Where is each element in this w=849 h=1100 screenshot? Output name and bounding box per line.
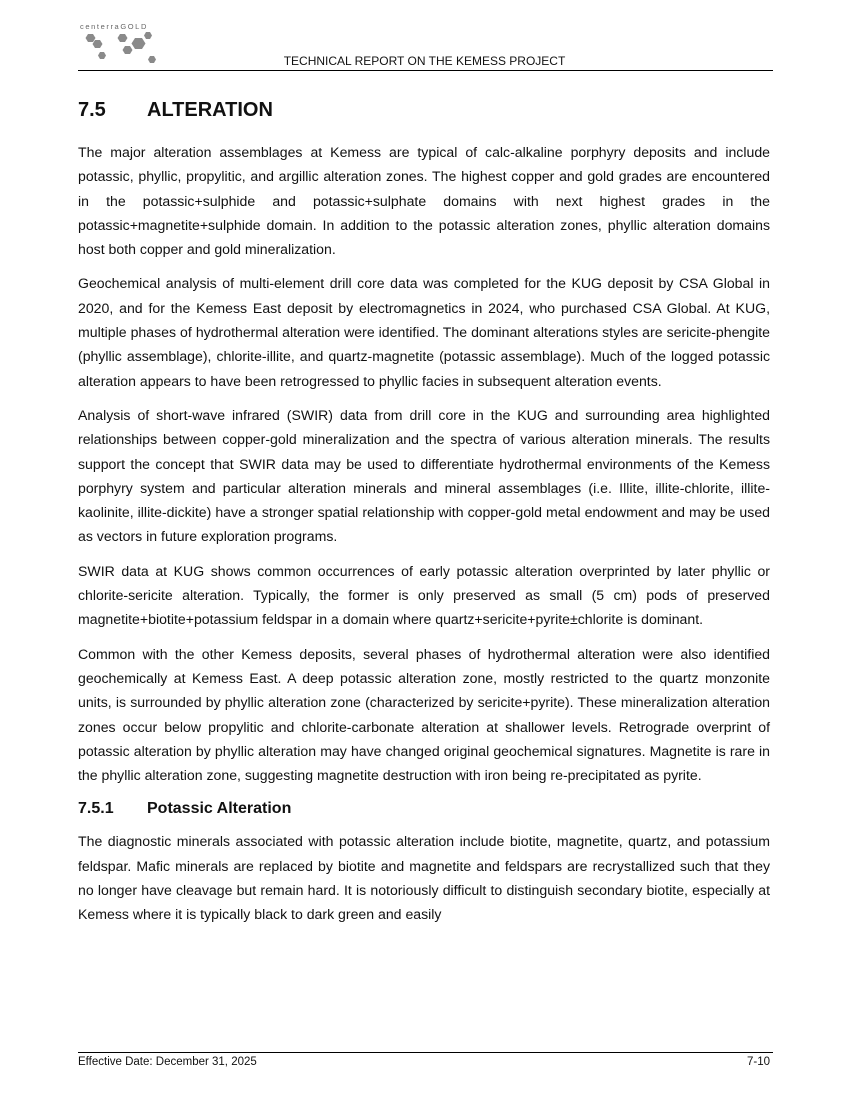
paragraph: Analysis of short-wave infrared (SWIR) data from drill core in the KUG and surrounding area highlighted relationships between copper-gold mineralization and the spectra of various alteration minerals. The results support the concept that SWIR data may be used to differentiate hydrothermal environments of the Kemess porphyry system and particular alteration minerals and mineral assemblages (i.e. Illite, illite-chlorite, illite-kaolinite, illite-dickite) have a stronger spatial relationship with copper-gold metal endowment and may be used as vectors in future exploration programs. [78,406,770,545]
section-number: 7.5 [78,99,106,121]
footer-divider [78,1052,773,1053]
paragraph: Common with the other Kemess deposits, several phases of hydrothermal alteration were also identified geochemically at Kemess East. A deep potassic alteration zone, mostly restricted to the quartz monzonite units, is surrounded by phyllic alteration zone (characterized by sericite+pyrite). These mineralization alteration zones occur below propylitic and chlorite-carbonate alteration at shallower levels. Retrograde overprint of potassic alteration by phyllic alteration may have changed original geochemical signatures. Magnetite is rare in the phyllic alteration zone, suggesting magnetite destruction with iron being re-precipitated as pyrite. [78,645,770,784]
subsection-heading [78,797,770,821]
subsection-number: 7.5.1 [78,800,114,818]
paragraph: SWIR data at KUG shows common occurrences of early potassic alteration overprinted by later phyllic or chlorite-sericite alteration. Typically, the former is only preserved as small (5 cm) pods of preserved magnetite+biotite+potassium feldspar in a domain where quartz+sericite+pyrite±chlorite is dominant. [78,562,770,628]
footer-effective-date: Effective Date: December 31, 2025 [78,1056,257,1068]
report-header-title: TECHNICAL REPORT ON THE KEMESS PROJECT [283,54,566,68]
section-heading [78,96,770,124]
paragraph: The diagnostic minerals associated with potassic alteration include biotite, magnetite, quartz, and potassium feldspar. Mafic minerals are replaced by biotite and magnetite and feldspars are recrystallized such that they no longer have cleavage but remain hard. It is notoriously difficult to distinguish secondary biotite, especially at Kemess where it is typically black to dark green and easily [78,833,770,923]
page-body [78,96,770,937]
footer-page-number: 7-10 [746,1056,770,1068]
section-title: ALTERATION [147,99,273,121]
header-divider [78,70,773,71]
paragraph: The major alteration assemblages at Kemess are typical of calc-alkaline porphyry deposits and include potassic, phyllic, propylitic, and argillic alteration zones. The highest copper and gold grades are encountered in the potassic+sulphide and potassic+sulphate domains with next highest grades in the potassic+magnetite+sulphide domain. In addition to the potassic alteration zones, phyllic alteration domains host both copper and gold mineralization. [78,144,770,258]
subsection-title: Potassic Alteration [147,800,292,818]
paragraph: Geochemical analysis of multi-element drill core data was completed for the KUG deposit by CSA Global in 2020, and for the Kemess East deposit by electromagnetics in 2024, who purchased CSA Global. At KUG, multiple phases of hydrothermal alteration were identified. The dominant alterations styles are sericite-phengite (phyllic assemblage), chlorite-illite, and quartz-magnetite (potassic assemblage). Much of the logged potassic alteration appears to have been retrogressed to phyllic facies in subsequent alteration events. [78,275,770,389]
logo-text: centerraGOLD [80,22,148,31]
